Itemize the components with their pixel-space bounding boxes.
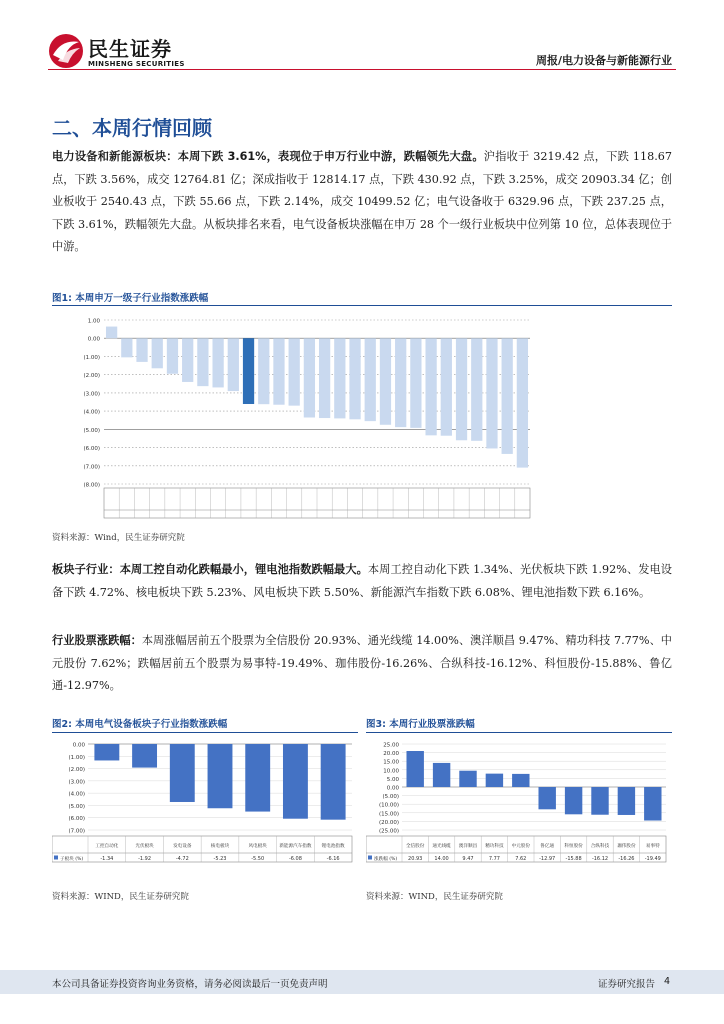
- y-tick-label: 1.00: [87, 318, 100, 325]
- bar: [459, 771, 476, 787]
- y-tick-label: 20.00: [383, 751, 399, 758]
- bar: [319, 338, 330, 418]
- bar: [208, 744, 233, 808]
- value-label: -19.49: [644, 856, 661, 862]
- value-label: -4.72: [175, 856, 189, 862]
- figure2-chart: [52, 740, 358, 868]
- bar: [471, 338, 482, 441]
- y-tick-label: (8.00): [83, 482, 100, 489]
- y-tick-label: 25.00: [383, 742, 399, 749]
- figure3-source: 资料来源：WIND，民生证券研究院: [366, 892, 503, 902]
- bar: [243, 338, 254, 404]
- bar: [304, 338, 315, 417]
- brand-name-cn: 民生证券: [88, 37, 172, 61]
- page-number: 4: [664, 976, 671, 987]
- bar: [380, 338, 391, 425]
- y-tick-label: (3.00): [68, 779, 85, 786]
- figure3-rule: [366, 732, 672, 733]
- figure3-title: 图3: 本周行业股票涨跌幅: [366, 719, 475, 730]
- category-label: 工控自动化: [95, 844, 119, 849]
- bar: [289, 338, 300, 405]
- bar: [258, 338, 269, 404]
- bar: [538, 787, 555, 809]
- bar: [182, 338, 193, 382]
- y-tick-label: 0.00: [72, 742, 85, 749]
- value-label: 14.00: [434, 856, 449, 862]
- figure1-source: 资料来源：Wind，民生证券研究院: [52, 533, 185, 543]
- bar: [245, 744, 270, 812]
- y-tick-label: (5.00): [382, 794, 399, 801]
- y-tick-label: 15.00: [383, 759, 399, 766]
- bar: [425, 338, 436, 435]
- value-label: -15.88: [565, 856, 582, 862]
- value-label: -1.92: [138, 856, 152, 862]
- data-table: [52, 836, 352, 862]
- value-label: -6.08: [288, 856, 302, 862]
- bar: [106, 327, 117, 339]
- value-label: -16.12: [591, 856, 609, 862]
- bar: [591, 787, 608, 815]
- footer-doc-type: 证券研究报告: [598, 979, 656, 990]
- value-label: -1.34: [100, 856, 114, 862]
- bar: [644, 787, 661, 821]
- category-label: 通光线缆: [432, 844, 451, 849]
- bar: [410, 338, 421, 428]
- y-tick-label: (1.00): [83, 354, 100, 361]
- y-tick-label: (25.00): [378, 828, 399, 835]
- y-tick-label: (5.00): [83, 427, 100, 434]
- bar: [136, 338, 147, 362]
- header-divider: [48, 69, 676, 70]
- figure3-chart: [366, 740, 672, 868]
- bar: [441, 338, 452, 435]
- section-title: 二、本周行情回顾: [52, 116, 212, 140]
- bar: [321, 744, 346, 820]
- paragraph-stocks: [52, 630, 672, 698]
- category-label: 光伏板块: [135, 844, 154, 849]
- y-tick-label: (2.00): [83, 373, 100, 380]
- figure2-title: 图2: 本周电气设备板块子行业指数涨跌幅: [52, 719, 228, 730]
- legend-label: 涨跌幅 (%): [374, 857, 398, 862]
- paragraph-body: 沪指收于 3219.42 点，下跌 118.67 点，下跌 3.56%，成交 12764.81 亿；深成指收于 12814.17 点，下跌 430.92 点，下跌 3.25%，成交 20903.34 亿；创业板收于 2540.43 点，下跌 55.66 点，下跌 2.14%，成交 10499.52 亿；电气设备收于 6329.96 点，下跌 237.25 点，下跌 3.61%，跌幅领先大盘。从板块排名来看，电气设备板块涨幅在申万 28 个一级行业板块中位列第 10 位，总体表现位于中游。: [52, 150, 672, 253]
- value-label: 20.93: [408, 856, 423, 862]
- value-label: -6.16: [326, 856, 340, 862]
- y-tick-label: (4.00): [83, 409, 100, 416]
- y-tick-label: (3.00): [83, 391, 100, 398]
- category-label: 风电板块: [248, 844, 267, 849]
- brand-name-en: MINSHENG SECURITIES: [88, 60, 185, 68]
- bar: [212, 338, 223, 387]
- bar: [121, 338, 132, 357]
- category-label: 新能源汽车指数: [279, 844, 312, 849]
- category-label: 科恒股份: [564, 844, 583, 849]
- category-label: 合纵科技: [590, 844, 610, 849]
- legend-swatch: [368, 856, 372, 860]
- y-tick-label: 0.00: [386, 785, 399, 792]
- y-tick-label: (5.00): [68, 803, 85, 810]
- bar: [517, 338, 528, 467]
- paragraph-lead: 板块子行业：本周工控自动化跌幅最小，锂电池指数跌幅最大。: [52, 563, 368, 576]
- y-tick-label: (2.00): [68, 767, 85, 774]
- bar: [365, 338, 376, 421]
- bar: [618, 787, 635, 815]
- y-tick-label: (7.00): [83, 464, 100, 471]
- legend-label: 子板块 (%): [60, 857, 84, 862]
- value-label: -12.97: [539, 856, 556, 862]
- y-tick-label: (7.00): [68, 828, 85, 835]
- y-tick-label: (10.00): [378, 802, 399, 809]
- bar: [512, 774, 529, 787]
- bar: [132, 744, 157, 768]
- paragraph-lead: 电力设备和新能源板块：本周下跌 3.61%，表现位于申万行业中游，跌幅领先大盘。: [52, 150, 484, 163]
- category-label: 核电板块: [210, 844, 230, 849]
- bar: [167, 338, 178, 374]
- category-label: 锂电池指数: [321, 844, 345, 849]
- bar: [228, 338, 239, 391]
- bar: [395, 338, 406, 427]
- bar: [94, 744, 119, 760]
- bar: [152, 338, 163, 368]
- category-label: 精功科技: [485, 844, 504, 849]
- bar: [406, 751, 423, 787]
- paragraph-subsector: [52, 559, 672, 604]
- footer-disclaimer: 本公司具备证券投资咨询业务资格，请务必阅读最后一页免责声明: [52, 979, 328, 990]
- bar: [502, 338, 513, 454]
- bar: [334, 338, 345, 418]
- paragraph-body: 本周涨幅居前五个股票为全信股份 20.93%、通光线缆 14.00%、澳洋顺昌 9.47%、精功科技 7.77%、中元股份 7.62%；跌幅居前五个股票为易事特-19.49%、珈伟股份-16.26%、合纵科技-16.12%、科恒股份-15.88%、鲁亿通-12.97%。: [52, 634, 672, 692]
- minsheng-logo-icon: [48, 33, 84, 69]
- y-tick-label: 10.00: [383, 768, 399, 775]
- value-label: 9.47: [462, 856, 474, 862]
- y-tick-label: (15.00): [378, 811, 399, 818]
- bar: [273, 338, 284, 405]
- bar: [456, 338, 467, 440]
- bar: [197, 338, 208, 386]
- bar: [486, 774, 503, 787]
- category-label: 鲁亿通: [540, 844, 555, 849]
- bar: [433, 763, 450, 787]
- paragraph-lead: 行业股票涨跌幅：: [52, 634, 142, 647]
- category-label: 全信股份: [406, 844, 425, 849]
- figure1-chart: [76, 314, 536, 524]
- category-label: 澳洋顺昌: [458, 844, 478, 849]
- value-label: -5.50: [251, 856, 265, 862]
- figure2-source: 资料来源：WIND，民生证券研究院: [52, 892, 189, 902]
- y-tick-label: (6.00): [68, 816, 85, 823]
- category-label: 易事特: [645, 844, 660, 849]
- value-label: 7.62: [515, 856, 527, 862]
- legend-swatch: [54, 856, 58, 860]
- bar: [565, 787, 582, 814]
- value-label: -16.26: [618, 856, 635, 862]
- paragraph-market-overview: [52, 146, 672, 259]
- bar: [283, 744, 308, 819]
- y-tick-label: (20.00): [378, 819, 399, 826]
- figure1-rule: [52, 305, 672, 306]
- value-label: 7.77: [488, 856, 500, 862]
- bar: [486, 338, 497, 448]
- figure1-title: 图1: 本周申万一级子行业指数涨跌幅: [52, 293, 209, 304]
- category-label: 珈伟股份: [617, 844, 636, 849]
- bar: [349, 338, 360, 419]
- y-tick-label: (1.00): [68, 754, 85, 761]
- report-tag: 周报/电力设备与新能源行业: [535, 54, 672, 67]
- category-label: 中元股份: [511, 844, 530, 849]
- paragraph-body: 本周工控自动化下跌 1.34%、光伏板块下跌 1.92%、发电设备下跌 4.72%、核电板块下跌 5.23%、风电板块下跌 5.50%、新能源汽车指数下跌 6.08%、锂电池指数下跌 6.16%。: [52, 563, 672, 599]
- bar: [170, 744, 195, 802]
- y-tick-label: (4.00): [68, 791, 85, 798]
- figure2-rule: [52, 732, 358, 733]
- y-tick-label: 5.00: [386, 776, 399, 783]
- value-label: -5.23: [213, 856, 227, 862]
- y-tick-label: 0.00: [87, 336, 100, 343]
- category-label: 发电设备: [173, 844, 192, 849]
- y-tick-label: (6.00): [83, 446, 100, 453]
